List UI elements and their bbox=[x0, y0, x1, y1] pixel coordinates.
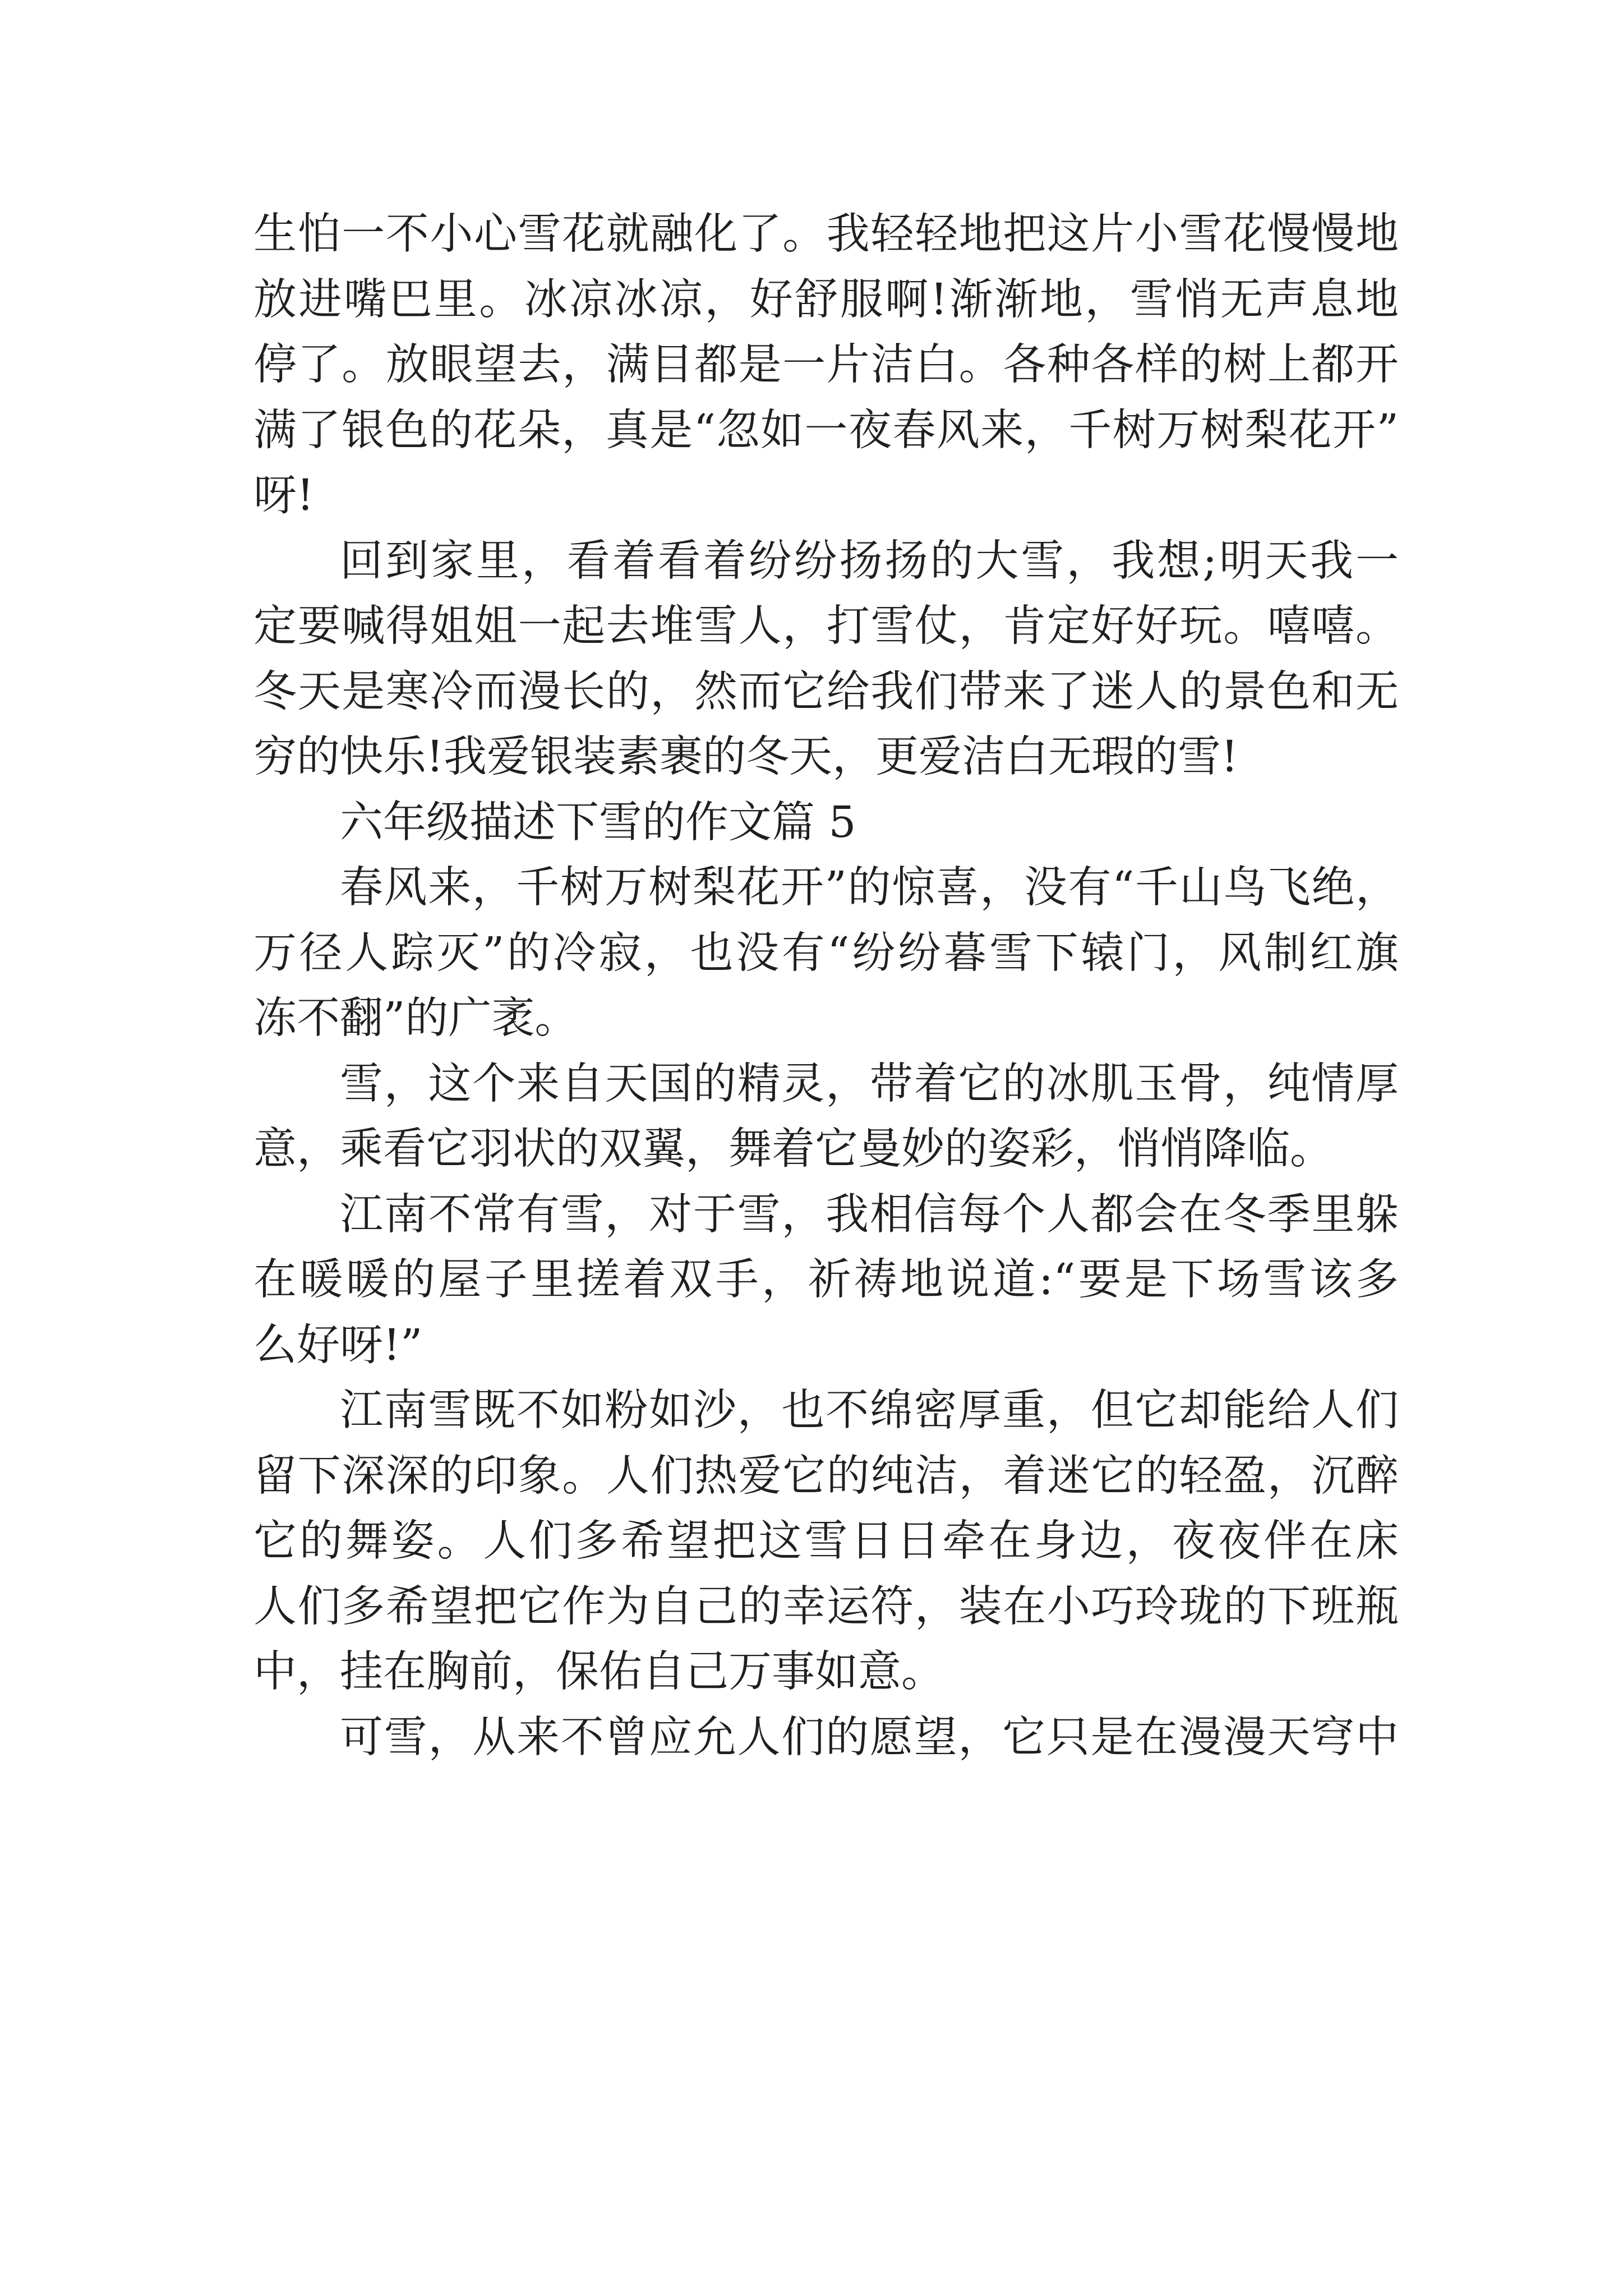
text-line: 江南雪既不如粉如沙，也不绵密厚重，但它却能给人们 bbox=[340, 1386, 1399, 1435]
text-line: 在暖暖的屋子里搓着双手，祈祷地说道:“要是下场雪该多 bbox=[253, 1255, 1399, 1305]
text-line: 人们多希望把它作为自己的幸运符，装在小巧玲珑的下班瓶 bbox=[253, 1581, 1399, 1632]
text-line: 定要喊得姐姐一起去堆雪人，打雪仗，肯定好好玩。嘻嘻。 bbox=[253, 601, 1399, 651]
text-line: 呀! bbox=[253, 471, 314, 521]
text-line: 万径人踪灭”的冷寂，也没有“纷纷暮雪下辕门，风制红旗 bbox=[253, 928, 1399, 978]
text-line: 回到家里，看着看着纷纷扬扬的大雪，我想;明天我一 bbox=[340, 536, 1399, 586]
text-line: 六年级描述下雪的作文篇 5 bbox=[340, 797, 856, 848]
text-line: 可雪，从来不曾应允人们的愿望，它只是在漫漫天穹中 bbox=[340, 1712, 1399, 1763]
text-line: 穷的快乐!我爱银装素裹的冬天，更爱洁白无瑕的雪! bbox=[253, 732, 1238, 782]
text-line: 冻不翻”的广袤。 bbox=[253, 993, 578, 1043]
text-line: 停了。放眼望去，满目都是一片洁白。各种各样的树上都开 bbox=[253, 340, 1399, 390]
text-line: 生怕一不小心雪花就融化了。我轻轻地把这片小雪花慢慢地 bbox=[253, 209, 1399, 259]
text-line: 它的舞姿。人们多希望把这雪日日牵在身边，夜夜伴在床 bbox=[253, 1516, 1399, 1566]
text-line: 满了银色的花朵，真是“忽如一夜春风来，千树万树梨花开” bbox=[253, 405, 1399, 455]
text-line: 放进嘴巴里。冰凉冰凉，好舒服啊!渐渐地，雪悄无声息地 bbox=[253, 274, 1399, 325]
text-line: 留下深深的印象。人们热爱它的纯洁，着迷它的轻盈，沉醉 bbox=[253, 1451, 1399, 1501]
text-line: 冬天是寒冷而漫长的，然而它给我们带来了迷人的景色和无 bbox=[253, 666, 1399, 717]
essay-body bbox=[253, 202, 1399, 1770]
text-line: 春风来，千树万树梨花开”的惊喜，没有“千山鸟飞绝， bbox=[340, 863, 1399, 913]
text-line: 江南不常有雪，对于雪，我相信每个人都会在冬季里躲 bbox=[340, 1189, 1399, 1240]
text-line: 中，挂在胸前，保佑自己万事如意。 bbox=[253, 1647, 944, 1697]
text-line: 么好呀!” bbox=[253, 1320, 423, 1370]
text-line: 雪，这个来自天国的精灵，带着它的冰肌玉骨，纯情厚 bbox=[340, 1059, 1399, 1109]
text-line: 意，乘看它羽状的双翼，舞着它曼妙的姿彩，悄悄降临。 bbox=[253, 1124, 1333, 1174]
